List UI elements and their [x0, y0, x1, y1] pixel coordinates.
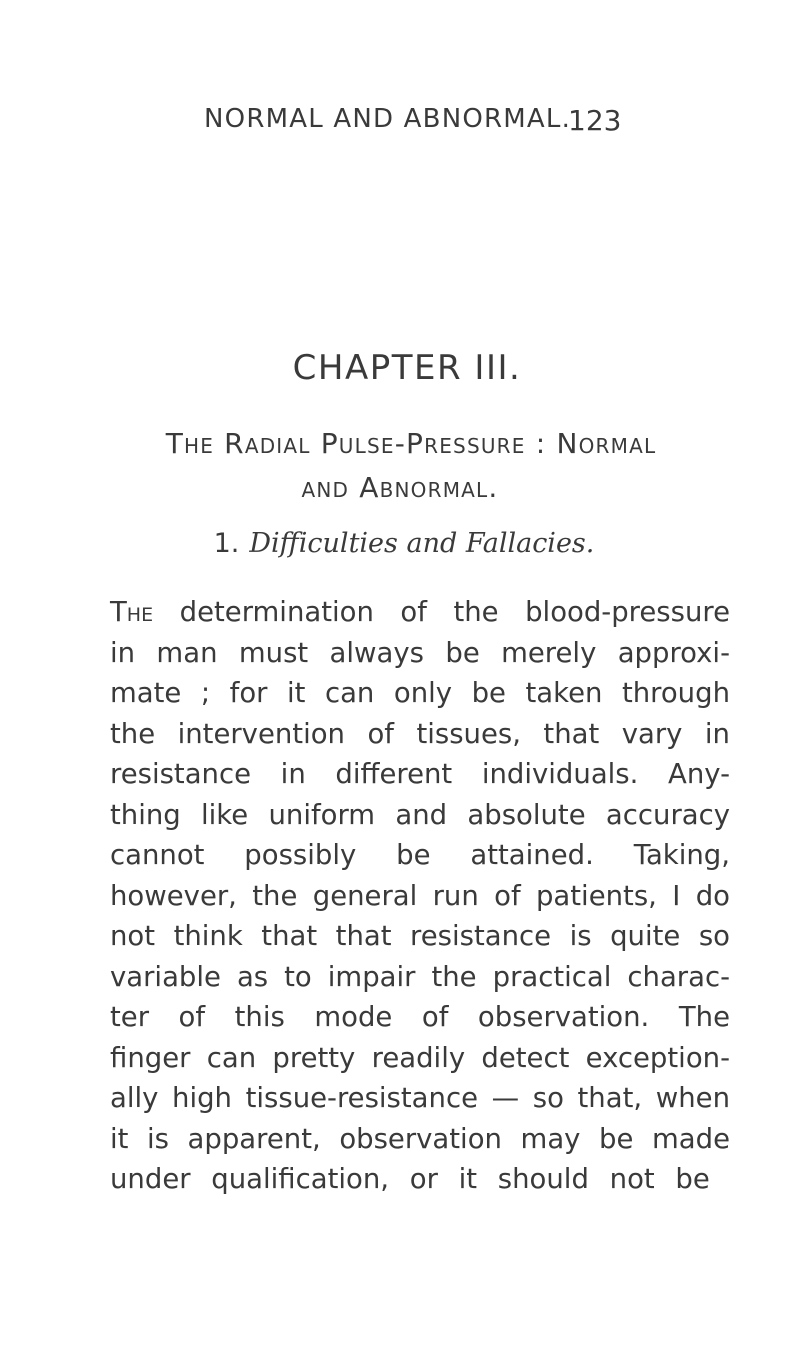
text-line: mate ; for it can only be taken through — [110, 677, 730, 709]
page-number: 123 — [568, 104, 622, 137]
text-line: however, the general run of patients, I do — [110, 879, 730, 912]
text-line: in man must always be merely approxi- — [110, 636, 730, 669]
chapter-title-line-2: and Abnormal. — [301, 471, 499, 504]
text-line: ter of this mode of observation. The — [110, 1001, 730, 1033]
chapter-title — [0, 422, 800, 510]
text-line: resistance in different individuals. Any- — [110, 758, 730, 790]
first-word: The — [110, 596, 154, 628]
section-title: Difficulties and Fallacies. — [249, 528, 595, 559]
chapter-heading: CHAPTER III. — [292, 348, 522, 388]
text-line: not think that that resistance is quite so — [110, 920, 730, 952]
text-line: it is apparent, observation may be made — [110, 1122, 730, 1155]
text-line: variable as to impair the practical charac- — [110, 960, 730, 993]
section-heading — [0, 528, 800, 559]
text-line: ally high tissue-resistance — so that, when — [110, 1082, 730, 1114]
text-line: finger can pretty readily detect exception- — [110, 1041, 730, 1074]
text-line: cannot possibly be attained. Taking, — [110, 839, 730, 871]
text-line-content: determination of the blood-pressure — [153, 596, 730, 628]
running-title: NORMAL AND ABNORMAL. — [204, 104, 572, 134]
running-head — [0, 104, 800, 144]
text-line: thing like uniform and absolute accuracy — [110, 798, 730, 831]
body-paragraph — [110, 592, 730, 1200]
text-line — [110, 592, 730, 633]
text-line: the intervention of tissues, that vary in — [110, 717, 730, 750]
text-line: under qualification, or it should not be — [110, 1163, 710, 1195]
section-number: 1. — [213, 528, 240, 559]
chapter-title-line-1: The Radial Pulse-Pressure : Normal — [165, 427, 657, 460]
